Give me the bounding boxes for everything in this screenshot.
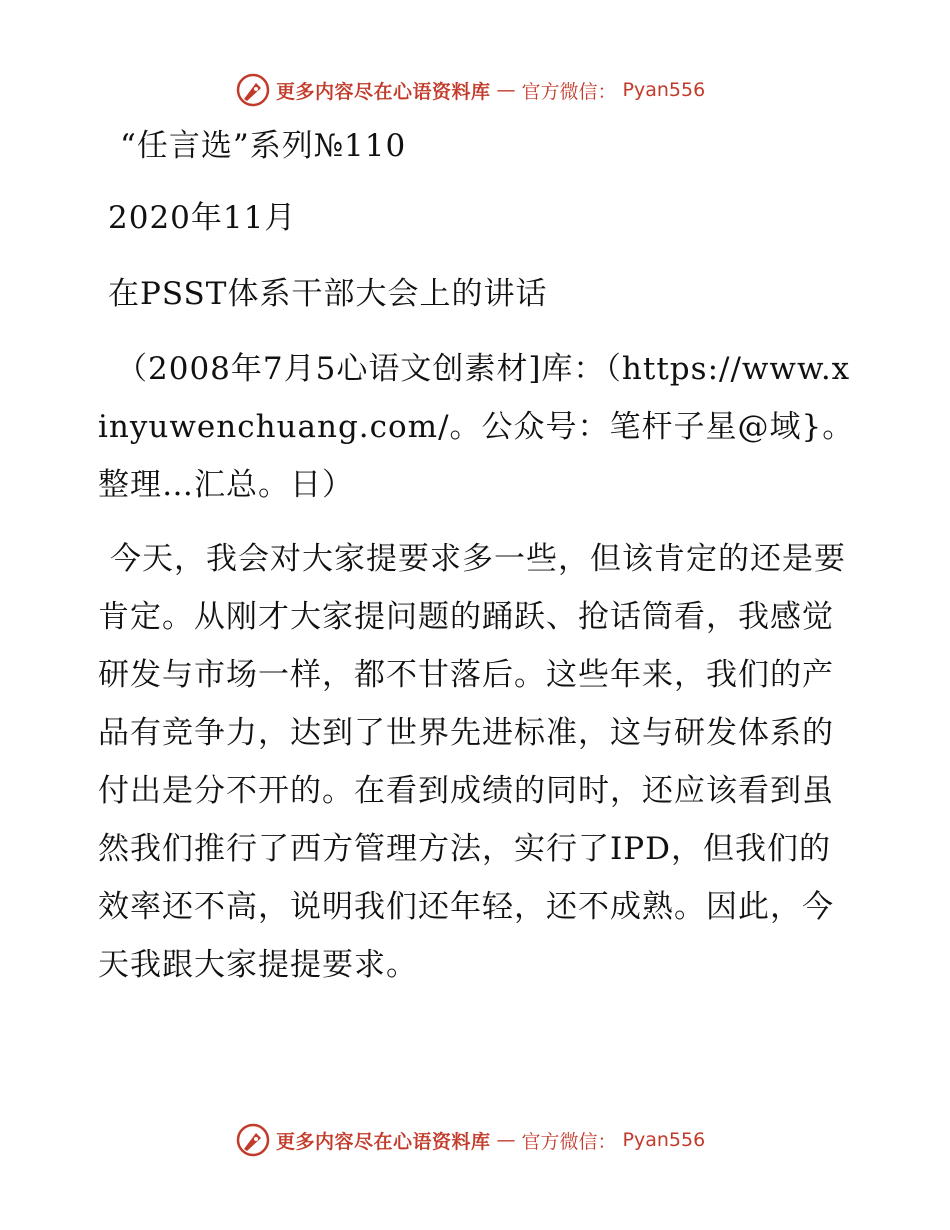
watermark-contact-label: 官方微信： [521,80,617,103]
watermark-site-text: 更多内容尽在心语资料库 [276,1130,491,1153]
watermark-separator: — [496,79,516,101]
watermark-site-text: 更多内容尽在心语资料库 [276,80,491,103]
pen-nib-logo-icon [236,1123,270,1157]
source-note: （2008年7月5心语文创素材]库：（https://www.xinyuwenchuang.com/。公众号：笔杆子星@域}。整理…汇总。日） [98,351,855,503]
watermark-contact-id: Pyan556 [622,79,706,101]
pen-nib-logo-icon [236,73,270,107]
document-date: 2020年11月 [108,200,297,236]
header-watermark [236,72,705,108]
watermark-contact-label: 官方微信： [521,1130,617,1153]
watermark-separator: — [496,1129,516,1151]
body-paragraph: 今天，我会对大家提要求多一些，但该肯定的还是要肯定。从刚才大家提问题的踊跃、抢话筒看，我感觉研发与市场一样，都不甘落后。这些年来，我们的产品有竞争力，达到了世界先进标准，这与研发体系的付出是分不开的。在看到成绩的同时，还应该看到虽然我们推行了西方管理方法，实行了IPD，但我们的效率还不高，说明我们还年轻，还不成熟。因此，今天我跟大家提提要求。 [98,541,846,983]
watermark-contact-id: Pyan556 [622,1129,706,1151]
series-label: “任言选”系列№110 [120,128,407,164]
footer-watermark [236,1122,705,1158]
document-title: 在PSST体系干部大会上的讲话 [108,276,548,312]
